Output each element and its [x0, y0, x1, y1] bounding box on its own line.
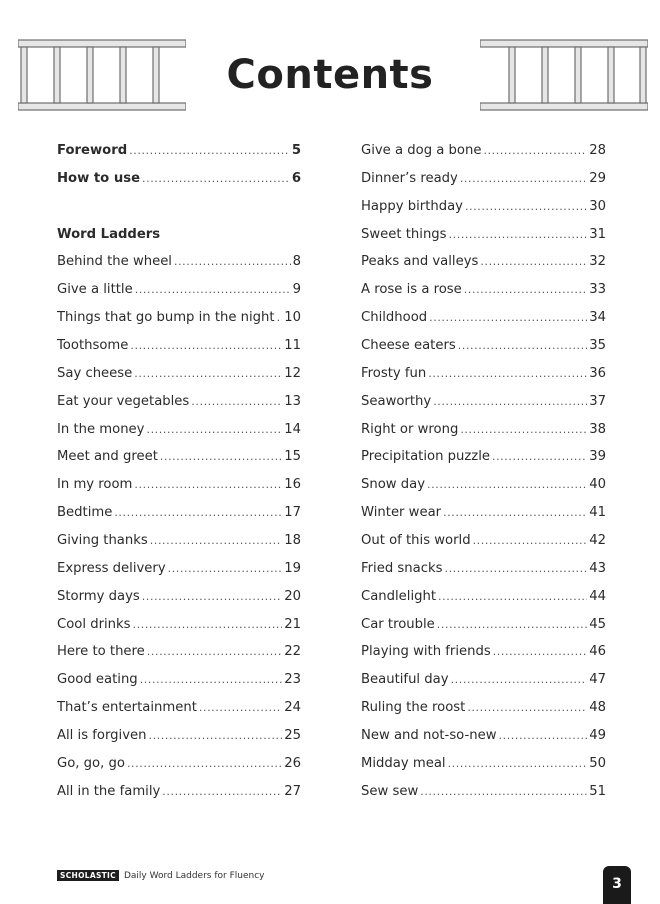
dot-leader: [437, 618, 587, 631]
dot-leader: [443, 506, 587, 519]
dot-leader: [150, 534, 282, 547]
toc-entry-title: Toothsome: [57, 338, 129, 354]
toc-entry: [361, 784, 606, 812]
page-title: Contents: [226, 52, 434, 98]
toc-entry-page: 21: [284, 616, 301, 632]
dot-leader: [127, 757, 282, 770]
toc-entry: [57, 784, 301, 812]
dot-leader: [191, 395, 282, 408]
toc-entry: [361, 589, 606, 617]
toc-entry: [361, 477, 606, 505]
toc-entry-title: Childhood: [361, 310, 428, 326]
toc-entry-page: 37: [589, 393, 606, 409]
toc-entry-title: Precipitation puzzle: [361, 449, 490, 465]
dot-leader: [465, 200, 587, 213]
toc-entry-title: Fried snacks: [361, 560, 443, 576]
toc-entry-page: 47: [589, 672, 606, 688]
dot-leader: [135, 283, 291, 296]
dot-leader: [427, 478, 587, 491]
toc-entry-title: Meet and greet: [57, 449, 158, 465]
toc-entry-title: Frosty fun: [361, 365, 427, 381]
toc-entry: [361, 728, 606, 756]
toc-entry-page: 44: [589, 588, 606, 604]
toc-entry-title: Give a dog a bone: [361, 143, 482, 158]
dot-leader: [429, 311, 587, 324]
toc-entry-page: 46: [589, 644, 606, 660]
toc-entry-title: Midday meal: [361, 755, 446, 771]
toc-entry: [57, 143, 301, 171]
dot-leader: [433, 395, 587, 408]
toc-entry-title: Beautiful day: [361, 672, 449, 688]
toc-entry-title: New and not-so-new: [361, 728, 497, 744]
toc-entry-title: That’s entertainment: [57, 700, 197, 716]
toc-entry-page: 10: [284, 310, 301, 326]
dot-leader: [147, 645, 282, 658]
toc-entry-title: Right or wrong: [361, 421, 459, 437]
toc-entry-title: Dinner’s ready: [361, 170, 458, 186]
dot-leader: [133, 618, 283, 631]
section-heading: Word Ladders: [57, 226, 161, 242]
toc-entry: [361, 617, 606, 645]
contents-left-column: [57, 143, 301, 812]
toc-entry: [57, 672, 301, 700]
toc-entry-page: 26: [284, 755, 301, 771]
dot-leader: [492, 450, 587, 463]
dot-leader: [464, 283, 587, 296]
contents-right-column: [361, 143, 606, 812]
publisher-logo: SCHOLASTIC: [57, 870, 119, 881]
toc-entry: [57, 422, 301, 450]
toc-entry-page: 32: [589, 254, 606, 270]
footer: [57, 870, 264, 881]
toc-entry: [57, 338, 301, 366]
toc-entry: [361, 449, 606, 477]
toc-entry-page: 9: [292, 282, 301, 298]
dot-leader: [451, 673, 588, 686]
toc-entry-title: Foreword: [57, 143, 128, 158]
toc-entry-page: 35: [589, 338, 606, 354]
toc-entry: [361, 644, 606, 672]
toc-entry-title: Peaks and valleys: [361, 254, 479, 270]
dot-leader: [174, 255, 291, 268]
toc-entry: [57, 561, 301, 589]
toc-entry: [361, 533, 606, 561]
toc-entry: [361, 171, 606, 199]
toc-entry-page: 30: [589, 198, 606, 214]
dot-leader: [493, 645, 588, 658]
dot-leader: [444, 562, 587, 575]
toc-entry-page: 50: [589, 755, 606, 771]
toc-entry-page: 17: [284, 505, 301, 521]
toc-entry: [57, 505, 301, 533]
dot-leader: [483, 144, 587, 157]
toc-entry-title: Out of this world: [361, 533, 471, 549]
toc-entry-title: Ruling the roost: [361, 700, 466, 716]
toc-entry-title: Eat your vegetables: [57, 393, 190, 409]
toc-entry-title: Behind the wheel: [57, 254, 172, 270]
toc-entry: [57, 533, 301, 561]
toc-entry: [361, 254, 606, 282]
toc-entry: [57, 366, 301, 394]
toc-entry-page: 12: [284, 365, 301, 381]
toc-entry: [361, 143, 606, 171]
ladder-right-illustration: [480, 38, 648, 112]
dot-leader: [134, 478, 282, 491]
toc-entry-page: 40: [589, 477, 606, 493]
toc-entry-title: Sweet things: [361, 226, 447, 242]
toc-entry-title: In the money: [57, 421, 145, 437]
toc-entry-page: 36: [589, 365, 606, 381]
toc-entry-title: Cheese eaters: [361, 338, 456, 354]
toc-entry-title: A rose is a rose: [361, 282, 462, 298]
dot-leader: [129, 144, 290, 157]
toc-entry-page: 51: [589, 783, 606, 799]
toc-entry-title: Stormy days: [57, 588, 140, 604]
dot-leader: [142, 590, 282, 603]
toc-entry-title: Give a little: [57, 282, 133, 298]
toc-entry-page: 49: [589, 728, 606, 744]
toc-entry: [57, 394, 301, 422]
dot-leader: [420, 785, 587, 798]
dot-leader: [168, 562, 283, 575]
toc-entry-page: 34: [589, 310, 606, 326]
toc-entry-title: Snow day: [361, 477, 426, 493]
page-number: 3: [603, 866, 631, 904]
toc-entry: [361, 310, 606, 338]
toc-entry: [57, 756, 301, 784]
toc-entry: [361, 756, 606, 784]
toc-entry: [361, 282, 606, 310]
toc-entry-title: Things that go bump in the night: [57, 310, 275, 326]
dot-leader: [448, 757, 588, 770]
toc-entry: [57, 617, 301, 645]
toc-entry-page: 8: [292, 254, 301, 270]
toc-entry-page: 33: [589, 282, 606, 298]
toc-entry-page: 18: [284, 533, 301, 549]
dot-leader: [277, 311, 283, 324]
toc-entry-title: How to use: [57, 170, 141, 186]
toc-entry-page: 48: [589, 700, 606, 716]
toc-entry-page: 5: [291, 143, 301, 158]
toc-entry: [361, 505, 606, 533]
dot-leader: [140, 673, 283, 686]
dot-leader: [480, 255, 587, 268]
dot-leader: [162, 785, 282, 798]
toc-entry: [361, 394, 606, 422]
toc-entry: [361, 338, 606, 366]
toc-entry: [361, 672, 606, 700]
dot-leader: [473, 534, 588, 547]
toc-entry: [57, 644, 301, 672]
book-title: Daily Word Ladders for Fluency: [123, 870, 265, 881]
dot-leader: [114, 506, 282, 519]
dot-leader: [199, 701, 282, 714]
dot-leader: [460, 423, 587, 436]
toc-entry-page: 39: [589, 449, 606, 465]
toc-entry-title: Say cheese: [57, 365, 133, 381]
toc-entry-page: 45: [589, 616, 606, 632]
toc-entry-page: 22: [284, 644, 301, 660]
toc-entry: [361, 366, 606, 394]
dot-leader: [428, 367, 587, 380]
toc-entry-page: 31: [589, 226, 606, 242]
toc-entry-page: 23: [284, 672, 301, 688]
dot-leader: [467, 701, 587, 714]
toc-entry-page: 6: [291, 170, 301, 186]
toc-entry-title: Car trouble: [361, 616, 435, 632]
dot-leader: [499, 729, 588, 742]
toc-entry-title: In my room: [57, 477, 133, 493]
toc-entry-title: Candlelight: [361, 588, 437, 604]
dot-leader: [146, 423, 282, 436]
toc-entry: [361, 422, 606, 450]
toc-entry-page: 25: [284, 728, 301, 744]
dot-leader: [142, 172, 290, 185]
toc-entry-page: 28: [589, 143, 606, 158]
dot-leader: [449, 228, 588, 241]
dot-leader: [148, 729, 282, 742]
toc-entry-title: All is forgiven: [57, 728, 147, 744]
toc-entry-page: 13: [284, 393, 301, 409]
dot-leader: [458, 339, 587, 352]
dot-leader: [460, 172, 587, 185]
toc-entry: [361, 227, 606, 255]
toc-entry-page: 43: [589, 560, 606, 576]
toc-entry-title: Winter wear: [361, 505, 442, 521]
toc-entry-page: 14: [284, 421, 301, 437]
toc-entry: [361, 561, 606, 589]
toc-entry-title: Go, go, go: [57, 755, 125, 771]
dot-leader: [134, 367, 282, 380]
toc-entry-page: 16: [284, 477, 301, 493]
toc-entry: [57, 589, 301, 617]
toc-entry-title: Good eating: [57, 672, 138, 688]
toc-entry-title: Seaworthy: [361, 393, 432, 409]
toc-entry-page: 27: [284, 783, 301, 799]
toc-entry-page: 20: [284, 588, 301, 604]
toc-entry-page: 15: [284, 449, 301, 465]
toc-entry-page: 11: [284, 338, 301, 354]
dot-leader: [438, 590, 587, 603]
toc-entry: [57, 310, 301, 338]
toc-entry-title: Express delivery: [57, 560, 166, 576]
toc-entry-title: Bedtime: [57, 505, 113, 521]
toc-entry: [57, 728, 301, 756]
toc-entry-page: 41: [589, 505, 606, 521]
toc-entry: [57, 254, 301, 282]
toc-entry-title: Here to there: [57, 644, 145, 660]
toc-entry: [361, 700, 606, 728]
dot-leader: [160, 450, 282, 463]
toc-entry-title: Happy birthday: [361, 198, 463, 214]
toc-entry: [57, 700, 301, 728]
toc-entry-page: 19: [284, 560, 301, 576]
toc-entry-page: 42: [589, 533, 606, 549]
toc-entry: [57, 477, 301, 505]
toc-entry: [57, 449, 301, 477]
toc-entry: [57, 282, 301, 310]
toc-entry: [361, 199, 606, 227]
dot-leader: [130, 339, 282, 352]
toc-entry: [57, 171, 301, 199]
toc-entry-page: 24: [284, 700, 301, 716]
toc-entry-title: Cool drinks: [57, 616, 131, 632]
toc-entry-title: Sew sew: [361, 783, 419, 799]
toc-entry-page: 38: [589, 421, 606, 437]
toc-entry-page: 29: [589, 170, 606, 186]
toc-entry-title: All in the family: [57, 783, 161, 799]
toc-entry-title: Playing with friends: [361, 644, 491, 660]
toc-entry-title: Giving thanks: [57, 533, 148, 549]
